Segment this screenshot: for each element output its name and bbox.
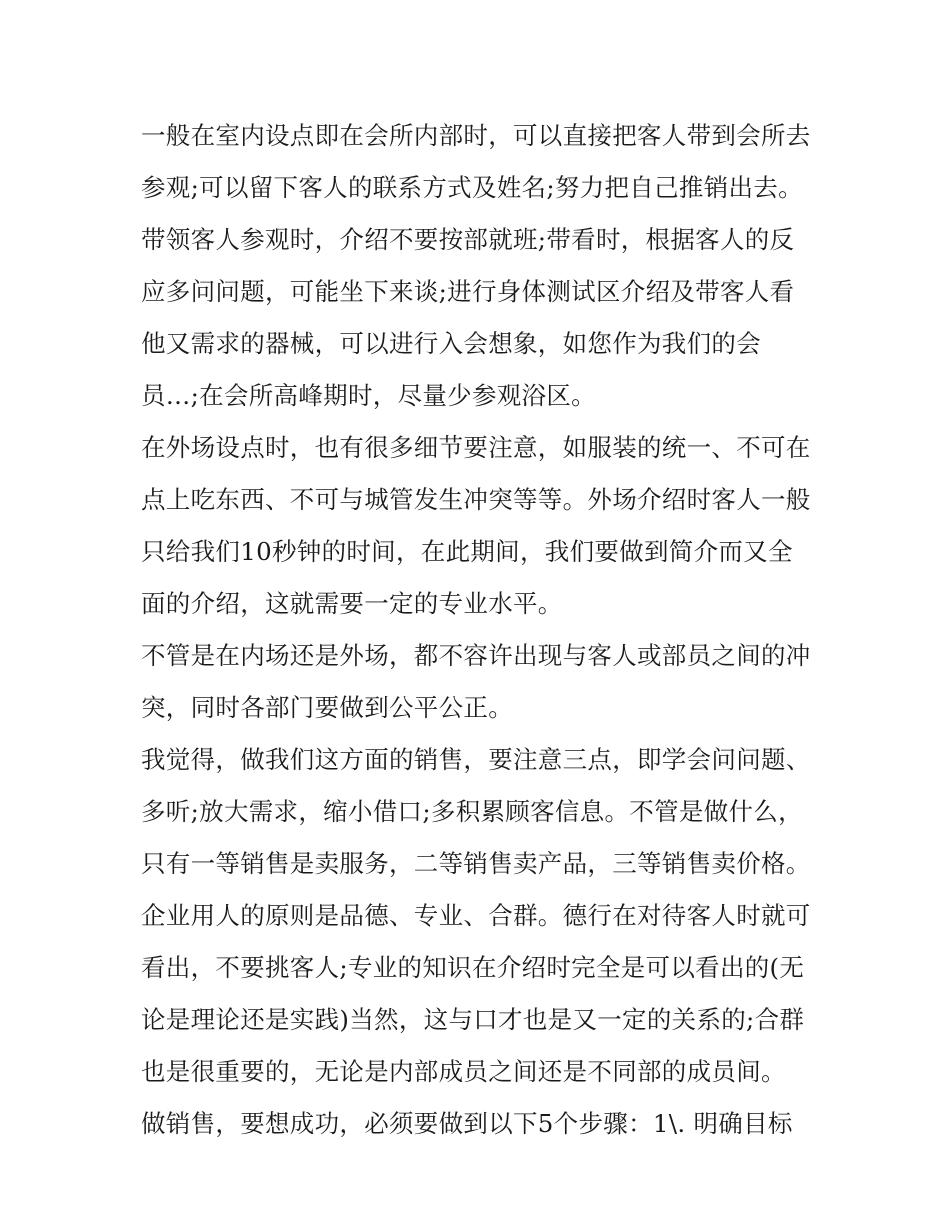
text-line: 在外场设点时，也有很多细节要注意，如服装的统一、不可在 (141, 433, 811, 462)
text-line: 做销售，要想成功，必须要做到以下5个步骤：1\. 明确目标 (141, 1109, 793, 1138)
text-line: 点上吃东西、不可与城管发生冲突等等。外场介绍时客人一般 (141, 485, 811, 514)
text-line: 他又需求的器械，可以进行入会想象，如您作为我们的会 (141, 329, 761, 358)
text-line: 应多问问题，可能坐下来谈;进行身体测试区介绍及带客人看 (141, 277, 795, 306)
text-line: 面的介绍，这就需要一定的专业水平。 (141, 589, 563, 618)
document-body (141, 110, 821, 1150)
text-line: 看出，不要挑客人;专业的知识在介绍时完全是可以看出的(无 (141, 953, 805, 982)
text-line: 只有一等销售是卖服务，二等销售卖产品，三等销售卖价格。 (141, 849, 811, 878)
text-line: 只给我们10秒钟的时间，在此期间，我们要做到简介而又全 (141, 537, 793, 566)
text-line: 突，同时各部门要做到公平公正。 (141, 693, 513, 722)
text-line: 一般在室内设点即在会所内部时，可以直接把客人带到会所去 (141, 121, 811, 150)
text-line: 我觉得，做我们这方面的销售，要注意三点，即学会问问题、 (141, 745, 811, 774)
text-line: 不管是在内场还是外场，都不容许出现与客人或部员之间的冲 (141, 641, 811, 670)
text-line: 多听;放大需求，缩小借口;多积累顾客信息。不管是做什么， (141, 797, 803, 826)
text-line: 参观;可以留下客人的联系方式及姓名;努力把自己推销出去。 (141, 173, 803, 202)
text-line: 企业用人的原则是品德、专业、合群。德行在对待客人时就可 (141, 901, 811, 930)
text-line: 论是理论还是实践)当然，这与口才也是又一定的关系的;合群 (141, 1005, 805, 1034)
text-line: 员…;在会所高峰期时，尽量少参观浴区。 (141, 381, 596, 410)
text-line: 带领客人参观时，介绍不要按部就班;带看时，根据客人的反 (141, 225, 795, 254)
text-line: 也是很重要的，无论是内部成员之间还是不同部的成员间。 (141, 1057, 786, 1086)
